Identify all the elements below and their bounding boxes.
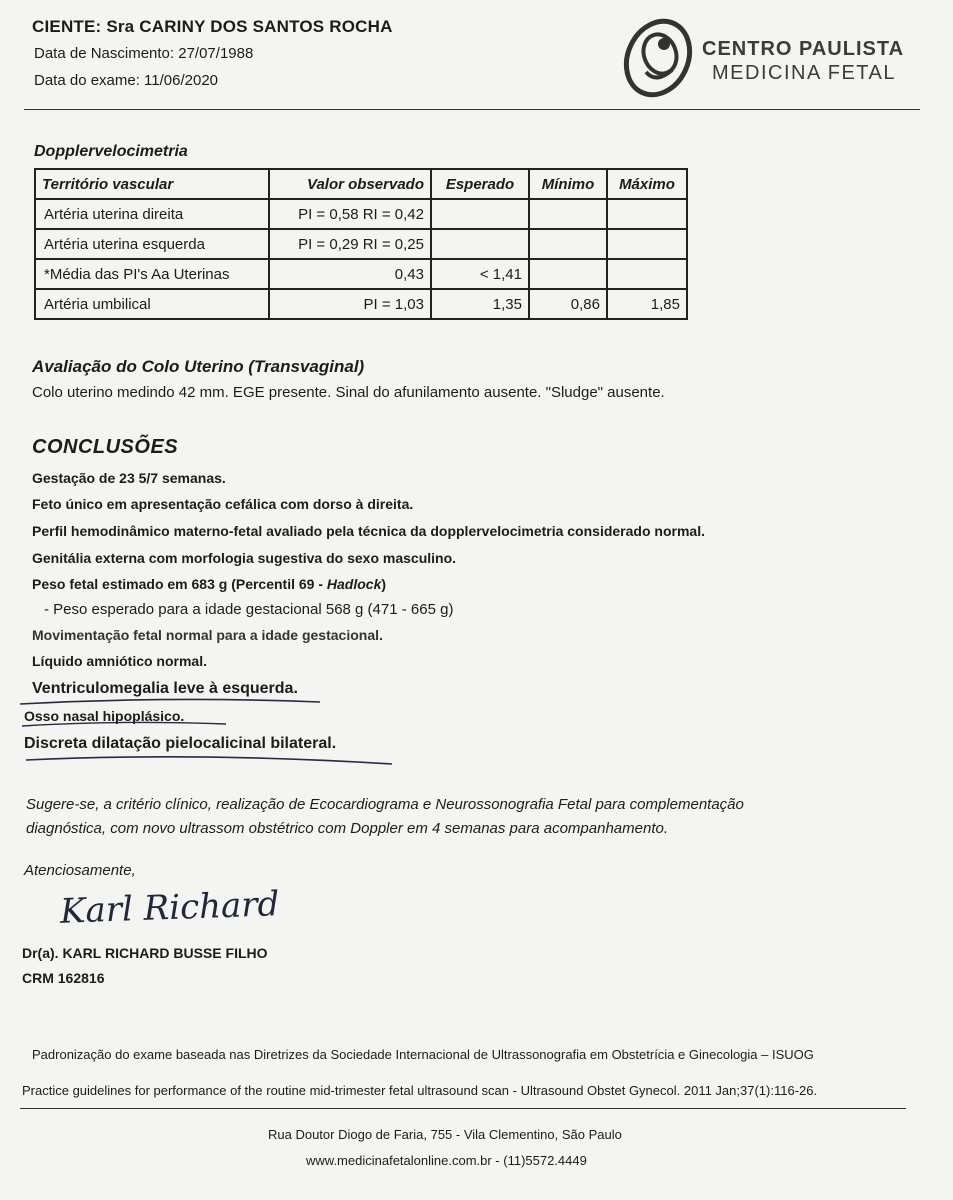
cell-maximum: [607, 259, 687, 289]
cell-maximum: [607, 229, 687, 259]
contact: www.medicinafetalonline.com.br - (11)5572.4449: [306, 1153, 587, 1168]
col-maximum: Máximo: [607, 169, 687, 199]
conclusions-title: CONCLUSÕES: [32, 436, 179, 458]
cell-minimum: [529, 199, 607, 229]
cervix-title: Avaliação do Colo Uterino (Transvaginal): [32, 357, 365, 376]
weight-suffix: ): [381, 576, 387, 592]
cell-observed: 0,43: [269, 259, 431, 289]
cell-expected: [431, 229, 529, 259]
birth-date: Data de Nascimento: 27/07/1988: [34, 45, 254, 62]
doctor-name: Dr(a). KARL RICHARD BUSSE FILHO: [22, 945, 268, 961]
guideline-line-2: Practice guidelines for performance of the routine mid-trimester fetal ultrasound scan - Ultrasound Obstet Gynecol. 2011 Jan;37(1):116-26.: [22, 1083, 818, 1098]
table-row: [35, 259, 687, 289]
suggestion-line-1: Sugere-se, a critério clínico, realização de Ecocardiograma e Neurossonografia Fetal para complementação: [26, 796, 744, 813]
clinic-subtitle: MEDICINA FETAL: [712, 62, 896, 84]
header-divider: [24, 109, 920, 110]
conclusion-line: Perfil hemodinâmico materno-fetal avaliado pela técnica da dopplervelocimetria considerado normal.: [32, 523, 705, 539]
cell-expected: 1,35: [431, 289, 529, 319]
cell-minimum: 0,86: [529, 289, 607, 319]
cell-territory: Artéria uterina direita: [35, 199, 269, 229]
expected-weight: - Peso esperado para a idade gestacional 568 g (471 - 665 g): [44, 601, 454, 618]
col-expected: Esperado: [431, 169, 529, 199]
cell-expected: < 1,41: [431, 259, 529, 289]
fetal-movement: Movimentação fetal normal para a idade gestacional.: [32, 627, 383, 643]
doppler-title: Dopplervelocimetria: [34, 143, 188, 160]
cell-maximum: 1,85: [607, 289, 687, 319]
col-observed: Valor observado: [269, 169, 431, 199]
cell-expected: [431, 199, 529, 229]
exam-date: Data do exame: 11/06/2020: [34, 72, 219, 89]
clinic-name: CENTRO PAULISTA: [702, 38, 905, 60]
cell-observed: PI = 0,29 RI = 0,25: [269, 229, 431, 259]
cell-territory: Artéria uterina esquerda: [35, 229, 269, 259]
table-row: [35, 229, 687, 259]
fetal-weight-line: [32, 576, 386, 592]
handwritten-signature: Karl Richard: [59, 884, 280, 932]
table-row: [35, 289, 687, 319]
guideline-line-1: Padronização do exame baseada nas Diretrizes da Sociedade Internacional de Ultrassonografia em Obstetrícia e Ginecologia – ISUOG: [32, 1047, 814, 1062]
cell-observed: PI = 0,58 RI = 0,42: [269, 199, 431, 229]
cell-minimum: [529, 259, 607, 289]
address: Rua Doutor Diogo de Faria, 755 - Vila Clementino, São Paulo: [268, 1127, 622, 1142]
doctor-crm: CRM 162816: [22, 970, 105, 986]
cell-territory: *Média das PI's Aa Uterinas: [35, 259, 269, 289]
patient-name: CIENTE: Sra CARINY DOS SANTOS ROCHA: [32, 17, 393, 36]
conclusion-line: Genitália externa com morfologia sugestiva do sexo masculino.: [32, 550, 457, 566]
suggestion-line-2: diagnóstica, com novo ultrassom obstétrico com Doppler em 4 semanas para acompanhamento.: [26, 820, 668, 837]
closing: Atenciosamente,: [24, 862, 136, 879]
conclusion-line: Feto único em apresentação cefálica com dorso à direita.: [32, 496, 414, 512]
cell-observed: PI = 1,03: [269, 289, 431, 319]
col-territory: Território vascular: [35, 169, 269, 199]
table-row: [35, 199, 687, 229]
cervix-text: Colo uterino medindo 42 mm. EGE presente. Sinal do afunilamento ausente. "Sludge" ausente.: [32, 384, 665, 401]
nasal-bone: Osso nasal hipoplásico.: [24, 708, 185, 724]
doppler-table: [34, 168, 688, 320]
pen-underlines: [0, 690, 420, 780]
cell-territory: Artéria umbilical: [35, 289, 269, 319]
weight-method: Hadlock: [326, 576, 382, 592]
conclusion-line: Gestação de 23 5/7 semanas.: [32, 470, 226, 486]
amniotic-fluid: Líquido amniótico normal.: [32, 653, 207, 669]
cell-maximum: [607, 199, 687, 229]
col-minimum: Mínimo: [529, 169, 607, 199]
pyelocaliceal-dilation: Discreta dilatação pielocalicinal bilateral.: [24, 735, 337, 752]
table-header-row: [35, 169, 687, 199]
footer-divider: [20, 1108, 906, 1109]
weight-prefix: Peso fetal estimado em 683 g (Percentil 69 -: [32, 576, 327, 592]
ventriculomegaly: Ventriculomegalia leve à esquerda.: [32, 680, 298, 697]
cell-minimum: [529, 229, 607, 259]
clinic-logo-icon: [616, 14, 696, 102]
